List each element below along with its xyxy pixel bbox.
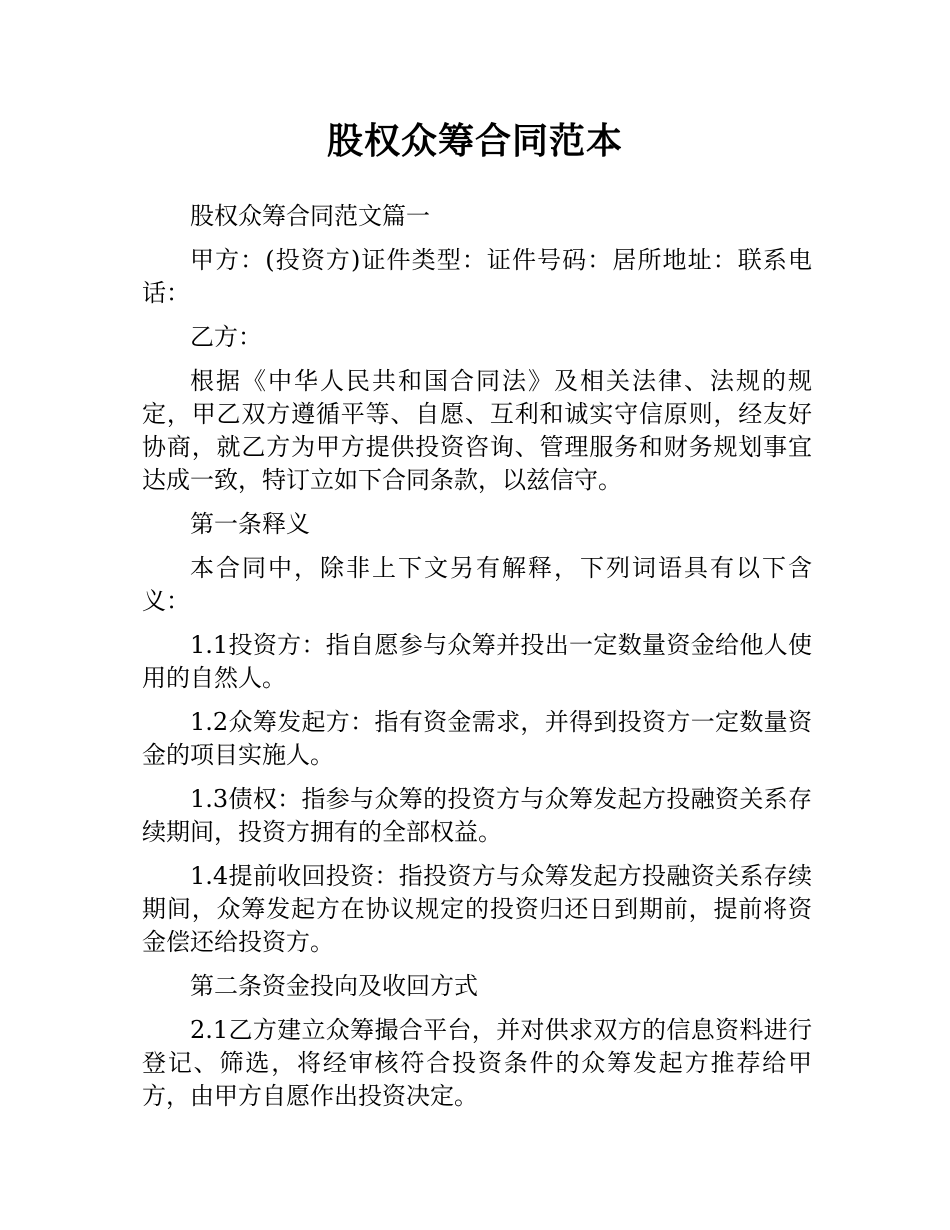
paragraph-article-2-heading: 第二条资金投向及收回方式 [190,972,478,1000]
paragraph-party-a: 甲方：(投资方)证件类型：证件号码：居所地址：联系电话： [142,246,812,307]
paragraph-party-b: 乙方： [190,323,262,351]
paragraph-clause-1-1: 1.1投资方：指自愿参与众筹并投出一定数量资金给他人使用的自然人。 [142,631,812,692]
paragraph-clause-2-1: 2.1乙方建立众筹撮合平台，并对供求双方的信息资料进行登记、筛选，将经审核符合投资条件的众筹发起方推荐给甲方，由甲方自愿作出投资决定。 [142,1016,812,1110]
paragraph-clause-1-2: 1.2众筹发起方：指有资金需求，并得到投资方一定数量资金的项目实施人。 [142,708,812,769]
paragraph-preamble: 根据《中华人民共和国合同法》及相关法律、法规的规定，甲乙双方遵循平等、自愿、互利和诚实守信原则，经友好协商，就乙方为甲方提供投资咨询、管理服务和财务规划事宜达成一致，特订立如下合同条款，以兹信守。 [142,367,812,494]
paragraph-definitions-intro: 本合同中，除非上下文另有解释，下列词语具有以下含义： [142,554,812,615]
paragraph-clause-1-3: 1.3债权：指参与众筹的投资方与众筹发起方投融资关系存续期间，投资方拥有的全部权益。 [142,785,812,846]
document-body [142,200,812,1124]
document-title: 股权众筹合同范本 [326,121,623,162]
paragraph-article-1-heading: 第一条释义 [190,510,310,538]
paragraph-clause-1-4: 1.4提前收回投资：指投资方与众筹发起方投融资关系存续期间，众筹发起方在协议规定的投资归还日到期前，提前将资金偿还给投资方。 [142,862,812,956]
paragraph-heading-version: 股权众筹合同范文篇一 [190,202,430,230]
